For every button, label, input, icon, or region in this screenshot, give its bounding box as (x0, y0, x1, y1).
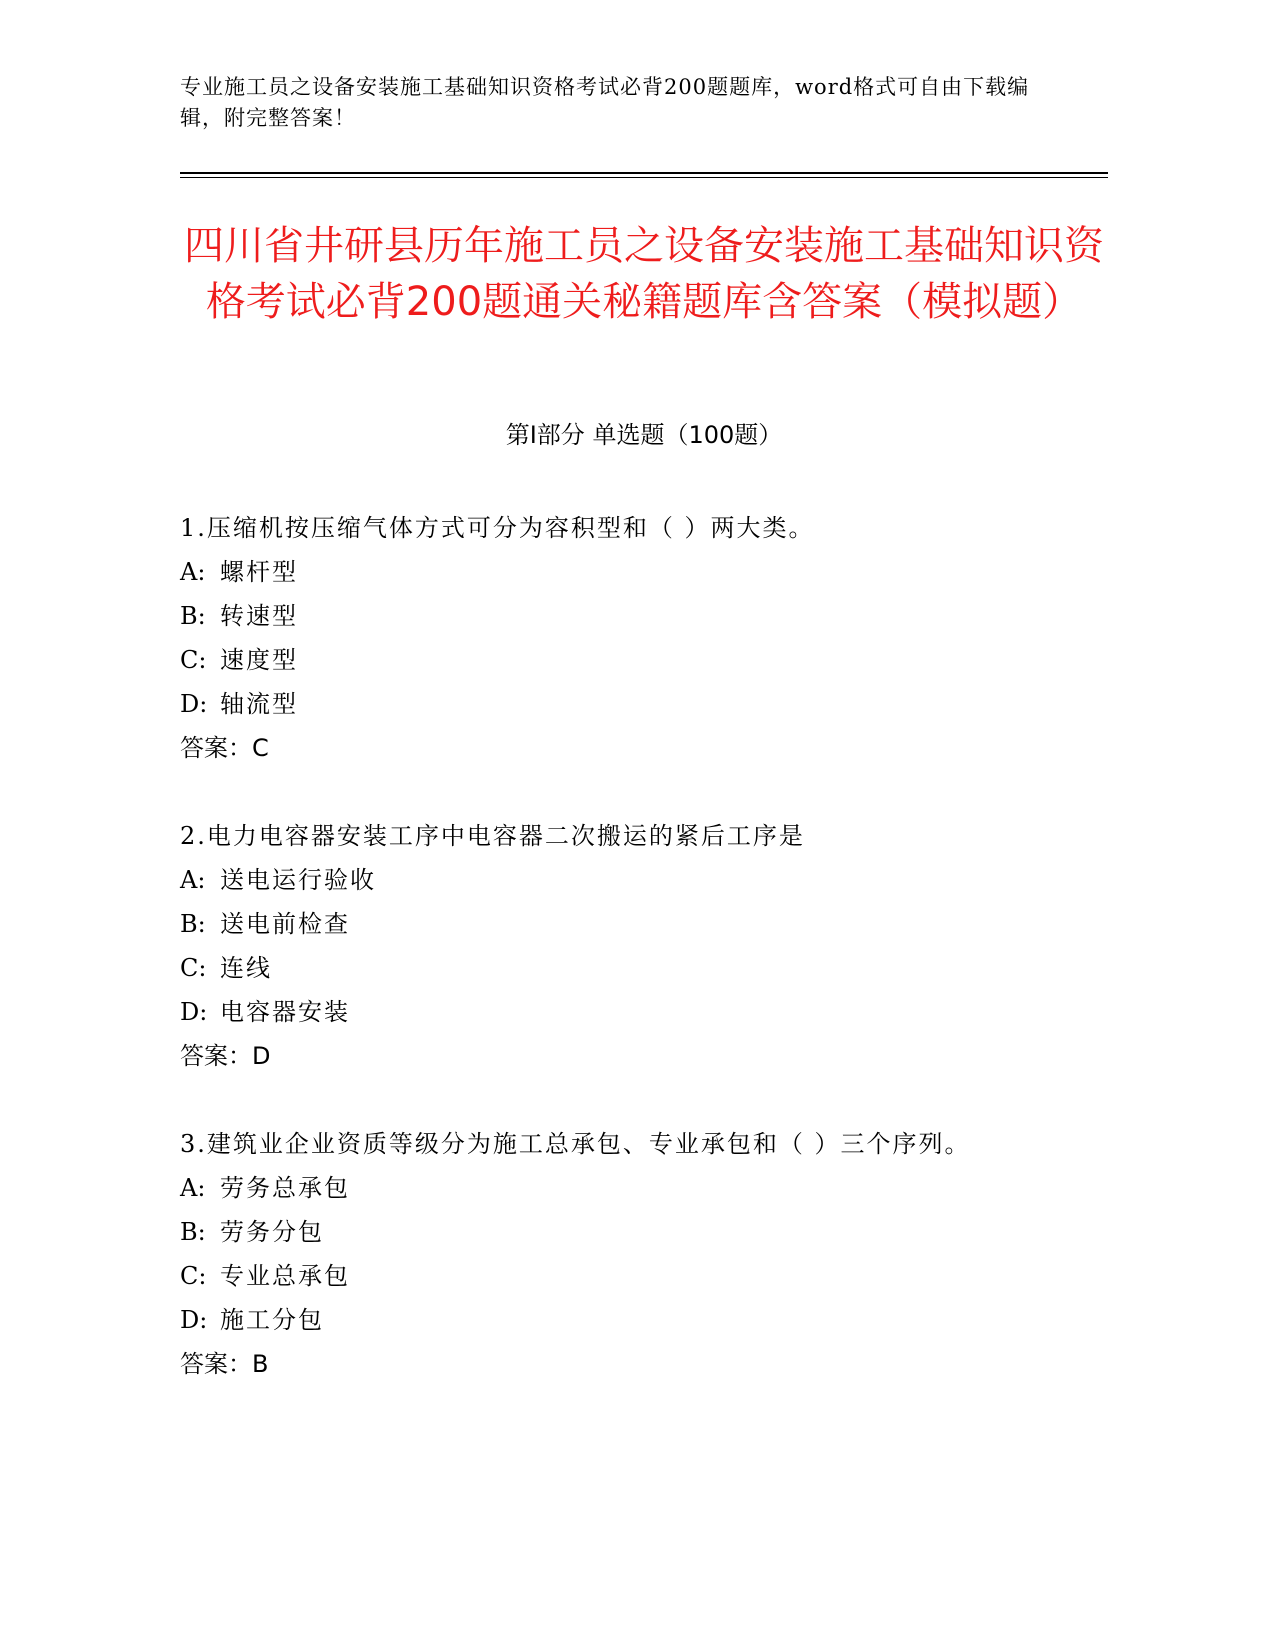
option-a (180, 858, 1108, 902)
option-c (180, 638, 1108, 682)
option-text: 电容器安装 (220, 998, 350, 1026)
document-title: 四川省井研县历年施工员之设备安装施工基础知识资格考试必背200题通关秘籍题库含答案（模拟题） (184, 223, 1104, 325)
question-text: 2.电力电容器安装工序中电容器二次搬运的紧后工序是 (180, 822, 805, 850)
option-a (180, 1166, 1108, 1210)
option-key: B: (180, 910, 206, 938)
option-b (180, 1210, 1108, 1254)
option-c (180, 946, 1108, 990)
option-text: 连线 (220, 954, 272, 982)
option-d (180, 682, 1108, 726)
option-key: A: (180, 866, 206, 894)
option-key: D: (180, 998, 208, 1026)
answer-line: 答案：D (180, 1042, 271, 1070)
option-d (180, 1298, 1108, 1342)
option-key: A: (180, 1174, 206, 1202)
header-note: 专业施工员之设备安装施工基础知识资格考试必背200题题库，word格式可自由下载编辑，附完整答案！ (180, 75, 1030, 130)
section-heading: 第Ⅰ部分 单选题（100题） (505, 421, 783, 449)
option-c (180, 1254, 1108, 1298)
option-text: 螺杆型 (220, 558, 298, 586)
option-key: D: (180, 1306, 208, 1334)
option-text: 劳务总承包 (220, 1174, 350, 1202)
option-key: B: (180, 602, 206, 630)
option-text: 轴流型 (220, 690, 298, 718)
option-d (180, 990, 1108, 1034)
question-text: 1.压缩机按压缩气体方式可分为容积型和（ ）两大类。 (180, 514, 815, 542)
answer-line: 答案：B (180, 1350, 269, 1378)
option-text: 施工分包 (220, 1306, 324, 1334)
option-text: 转速型 (220, 602, 298, 630)
answer-line: 答案：C (180, 734, 269, 762)
question-3 (180, 1122, 1108, 1386)
option-text: 专业总承包 (220, 1262, 350, 1290)
question-text: 3.建筑业企业资质等级分为施工总承包、专业承包和（ ）三个序列。 (180, 1130, 971, 1158)
option-key: D: (180, 690, 208, 718)
option-key: C: (180, 954, 207, 982)
option-key: C: (180, 1262, 207, 1290)
option-b (180, 594, 1108, 638)
option-text: 送电前检查 (220, 910, 350, 938)
option-a (180, 550, 1108, 594)
question-2 (180, 814, 1108, 1078)
option-b (180, 902, 1108, 946)
header-divider-thin (180, 177, 1108, 178)
header-divider-thick (180, 172, 1108, 174)
option-key: A: (180, 558, 206, 586)
option-key: C: (180, 646, 207, 674)
option-text: 速度型 (220, 646, 298, 674)
option-text: 送电运行验收 (220, 866, 376, 894)
option-key: B: (180, 1218, 206, 1246)
question-list (180, 506, 1108, 1430)
option-text: 劳务分包 (220, 1218, 324, 1246)
question-1 (180, 506, 1108, 770)
